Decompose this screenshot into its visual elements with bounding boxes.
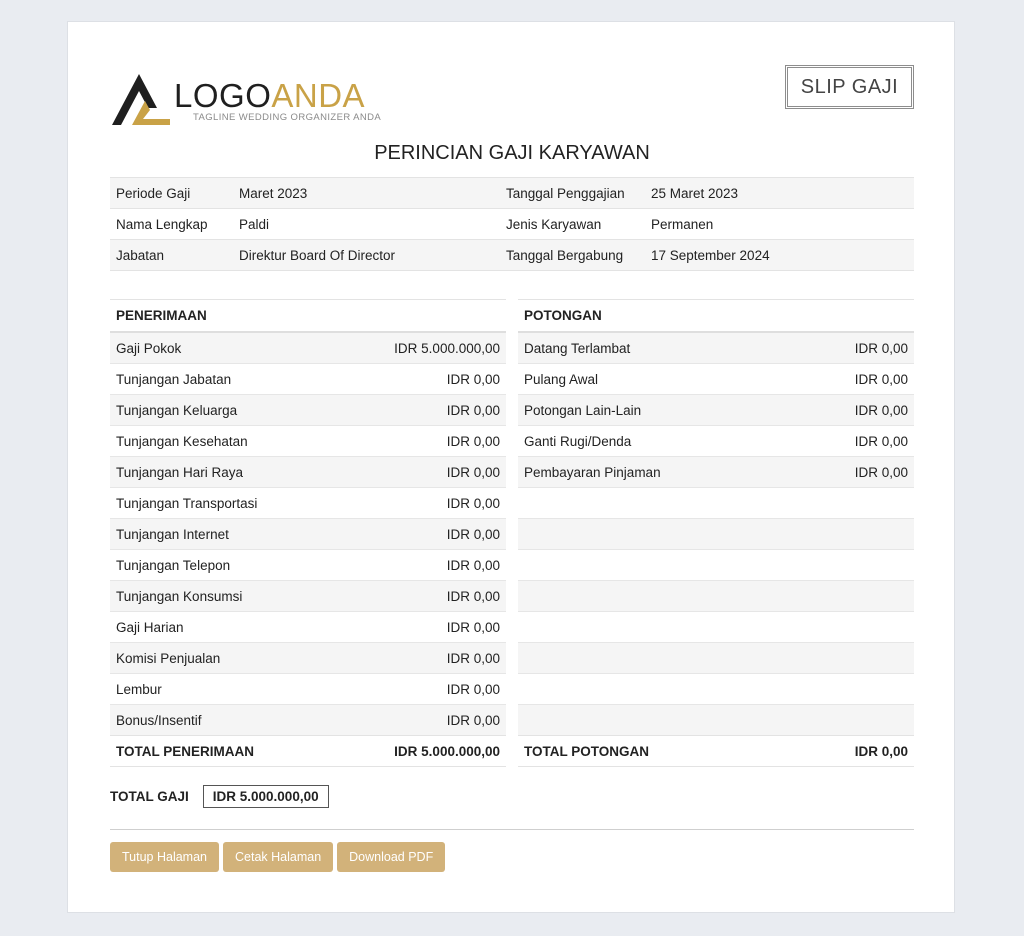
- deduction-row: [518, 705, 914, 736]
- company-logo: [112, 72, 382, 128]
- row-label: [518, 581, 793, 612]
- deduction-row: [518, 612, 914, 643]
- row-label: [518, 612, 793, 643]
- deductions-total-amount: IDR 0,00: [793, 736, 914, 767]
- row-label: Bonus/Insentif: [110, 705, 334, 736]
- employee-info-table: [110, 177, 914, 271]
- row-label: Lembur: [110, 674, 334, 705]
- earnings-row: [110, 519, 506, 550]
- earnings-row: [110, 488, 506, 519]
- earnings-row: [110, 674, 506, 705]
- row-label: Tunjangan Telepon: [110, 550, 334, 581]
- earnings-total-amount: IDR 5.000.000,00: [334, 736, 506, 767]
- logo-mark-icon: [112, 74, 174, 128]
- row-amount: IDR 0,00: [334, 457, 506, 488]
- row-amount: IDR 0,00: [334, 488, 506, 519]
- total-salary: [110, 784, 329, 808]
- info-label: Periode Gaji: [110, 178, 233, 209]
- logo-tagline: TAGLINE WEDDING ORGANIZER ANDA: [193, 112, 382, 123]
- payslip-sheet: [67, 21, 955, 913]
- earnings-row: [110, 581, 506, 612]
- row-amount: IDR 0,00: [334, 705, 506, 736]
- row-amount: [793, 488, 914, 519]
- info-label: Jenis Karyawan: [500, 209, 645, 240]
- row-label: [518, 643, 793, 674]
- row-label: Potongan Lain-Lain: [518, 395, 793, 426]
- logo-wordmark: LOGOANDA: [174, 77, 366, 114]
- deduction-row: [518, 395, 914, 426]
- info-label: Tanggal Bergabung: [500, 240, 645, 271]
- row-amount: IDR 0,00: [334, 674, 506, 705]
- slip-gaji-badge: SLIP GAJI: [785, 65, 914, 109]
- deduction-row: [518, 643, 914, 674]
- row-label: Pulang Awal: [518, 364, 793, 395]
- row-amount: [793, 612, 914, 643]
- row-label: Komisi Penjualan: [110, 643, 334, 674]
- earnings-row: [110, 364, 506, 395]
- row-amount: IDR 0,00: [334, 519, 506, 550]
- deduction-row: [518, 674, 914, 705]
- row-amount: IDR 0,00: [334, 395, 506, 426]
- earnings-total-label: TOTAL PENERIMAAN: [110, 736, 334, 767]
- row-label: Tunjangan Hari Raya: [110, 457, 334, 488]
- total-salary-label: TOTAL GAJI: [110, 788, 189, 804]
- row-label: Tunjangan Konsumsi: [110, 581, 334, 612]
- row-amount: [793, 519, 914, 550]
- info-label: Nama Lengkap: [110, 209, 233, 240]
- row-label: [518, 674, 793, 705]
- row-amount: IDR 0,00: [334, 364, 506, 395]
- row-amount: IDR 0,00: [793, 457, 914, 488]
- info-value: Permanen: [645, 209, 914, 240]
- earnings-row: [110, 612, 506, 643]
- info-row: [110, 178, 914, 209]
- info-label: Jabatan: [110, 240, 233, 271]
- row-amount: IDR 0,00: [793, 332, 914, 364]
- deductions-table: [518, 299, 914, 767]
- row-label: Gaji Pokok: [110, 332, 334, 364]
- info-row: [110, 240, 914, 271]
- earnings-table: [110, 299, 506, 767]
- deduction-row: [518, 426, 914, 457]
- row-amount: [793, 705, 914, 736]
- row-label: [518, 488, 793, 519]
- row-amount: [793, 674, 914, 705]
- row-label: [518, 550, 793, 581]
- info-value: Direktur Board Of Director: [233, 240, 500, 271]
- deductions-header: POTONGAN: [518, 300, 914, 333]
- deduction-row: [518, 581, 914, 612]
- total-salary-value: IDR 5.000.000,00: [203, 785, 329, 808]
- row-label: [518, 705, 793, 736]
- row-label: Pembayaran Pinjaman: [518, 457, 793, 488]
- row-label: Datang Terlambat: [518, 332, 793, 364]
- footer-divider: [110, 829, 914, 830]
- row-amount: IDR 0,00: [334, 550, 506, 581]
- row-label: Tunjangan Kesehatan: [110, 426, 334, 457]
- close-page-button[interactable]: Tutup Halaman: [110, 842, 219, 872]
- earnings-row: [110, 332, 506, 364]
- deduction-row: [518, 364, 914, 395]
- action-buttons: [110, 842, 445, 872]
- info-label: Tanggal Penggajian: [500, 178, 645, 209]
- deduction-row: [518, 519, 914, 550]
- earnings-row: [110, 550, 506, 581]
- row-label: Tunjangan Transportasi: [110, 488, 334, 519]
- row-amount: IDR 0,00: [793, 426, 914, 457]
- earnings-row: [110, 457, 506, 488]
- row-amount: IDR 0,00: [334, 426, 506, 457]
- row-label: Gaji Harian: [110, 612, 334, 643]
- row-label: Tunjangan Jabatan: [110, 364, 334, 395]
- row-amount: IDR 0,00: [793, 364, 914, 395]
- row-amount: IDR 0,00: [334, 612, 506, 643]
- download-pdf-button[interactable]: Download PDF: [337, 842, 445, 872]
- earnings-row: [110, 643, 506, 674]
- print-page-button[interactable]: Cetak Halaman: [223, 842, 333, 872]
- row-label: Tunjangan Keluarga: [110, 395, 334, 426]
- row-amount: IDR 5.000.000,00: [334, 332, 506, 364]
- row-amount: IDR 0,00: [793, 395, 914, 426]
- row-label: [518, 519, 793, 550]
- deduction-row: [518, 332, 914, 364]
- deduction-row: [518, 550, 914, 581]
- info-value: Paldi: [233, 209, 500, 240]
- info-value: Maret 2023: [233, 178, 500, 209]
- deductions-total-label: TOTAL POTONGAN: [518, 736, 793, 767]
- row-label: Ganti Rugi/Denda: [518, 426, 793, 457]
- info-row: [110, 209, 914, 240]
- document-title: PERINCIAN GAJI KARYAWAN: [374, 142, 650, 164]
- row-amount: IDR 0,00: [334, 643, 506, 674]
- row-amount: [793, 581, 914, 612]
- row-label: Tunjangan Internet: [110, 519, 334, 550]
- earnings-row: [110, 426, 506, 457]
- earnings-header: PENERIMAAN: [110, 300, 506, 333]
- row-amount: [793, 550, 914, 581]
- row-amount: [793, 643, 914, 674]
- earnings-row: [110, 705, 506, 736]
- deduction-row: [518, 488, 914, 519]
- earnings-row: [110, 395, 506, 426]
- deduction-row: [518, 457, 914, 488]
- info-value: 17 September 2024: [645, 240, 914, 271]
- row-amount: IDR 0,00: [334, 581, 506, 612]
- info-value: 25 Maret 2023: [645, 178, 914, 209]
